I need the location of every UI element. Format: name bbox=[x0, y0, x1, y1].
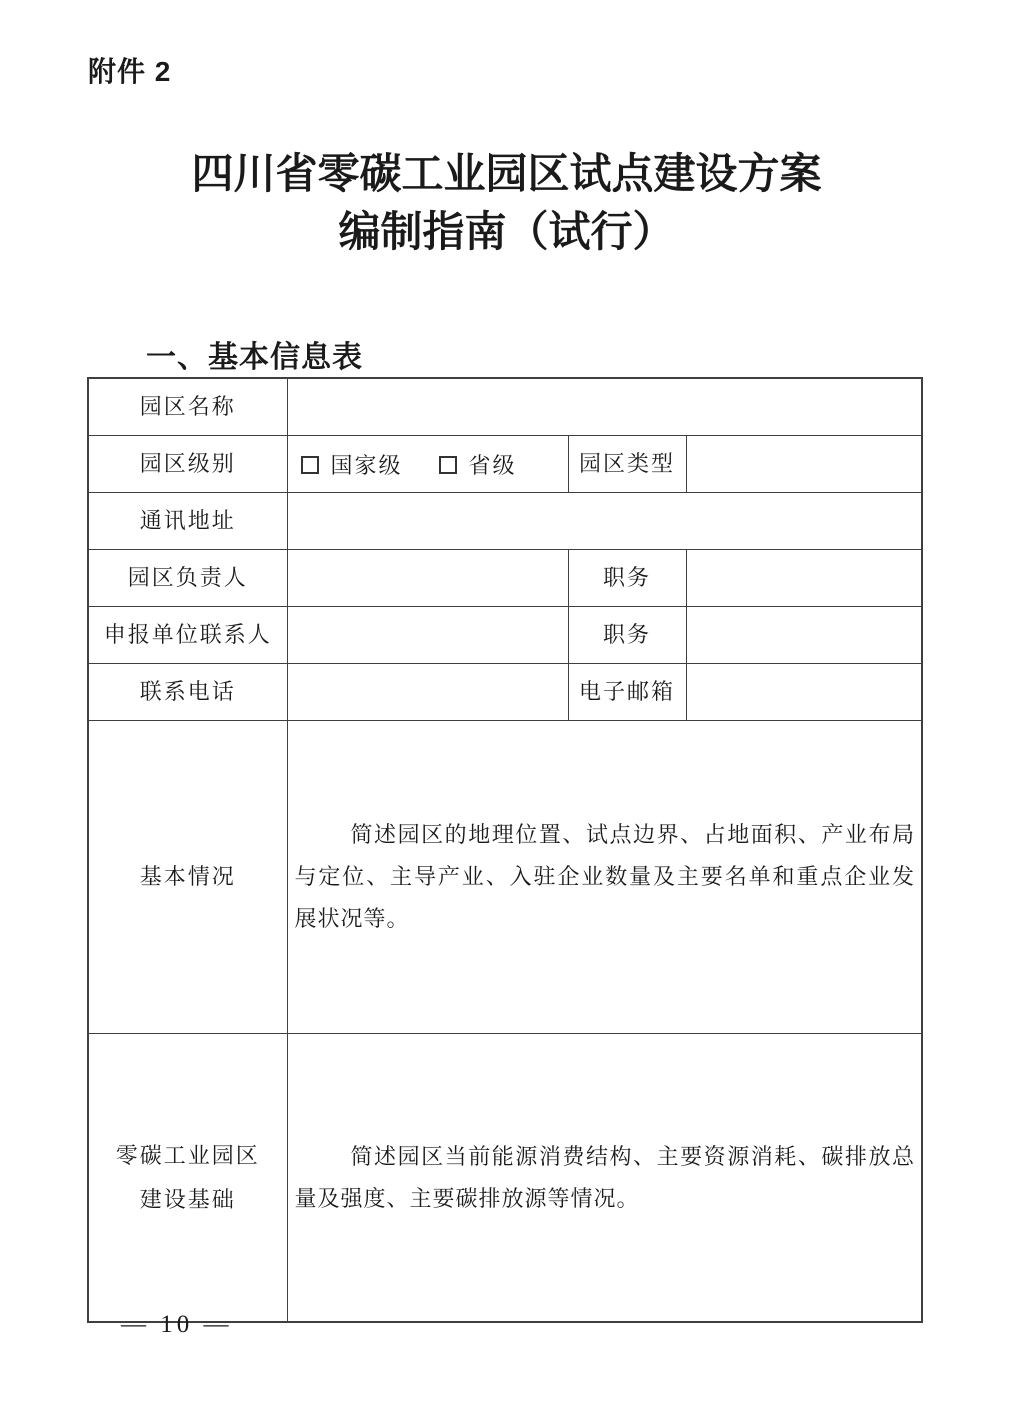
contact-phone-field bbox=[287, 664, 568, 721]
construction-foundation-cell bbox=[287, 1034, 922, 1323]
document-title bbox=[0, 146, 1013, 262]
basic-situation-description: 简述园区的地理位置、试点边界、占地面积、产业布局与定位、主导产业、入驻企业数量及主要名单和重点企业发展状况等。 bbox=[294, 822, 916, 931]
applicant-contact-label: 申报单位联系人 bbox=[88, 607, 287, 664]
park-level-options bbox=[287, 436, 568, 493]
title-line-1: 四川省零碳工业园区试点建设方案 bbox=[191, 152, 822, 198]
contact-phone-label: 联系电话 bbox=[88, 664, 287, 721]
table-row-construction-foundation bbox=[88, 1034, 922, 1323]
basic-situation-label: 基本情况 bbox=[88, 721, 287, 1034]
national-level-option bbox=[301, 449, 403, 480]
table-row-basic-situation bbox=[88, 721, 922, 1034]
mailing-address-field bbox=[287, 493, 922, 550]
table-row-park-level bbox=[88, 436, 922, 493]
basic-info-table bbox=[87, 377, 923, 1323]
construction-foundation-label-line-1: 零碳工业园区 bbox=[115, 1142, 260, 1168]
national-level-option-label: 国家级 bbox=[330, 452, 403, 478]
table-row-contact-phone bbox=[88, 664, 922, 721]
construction-foundation-label bbox=[88, 1034, 287, 1323]
mailing-address-label: 通讯地址 bbox=[88, 493, 287, 550]
park-head-position-label: 职务 bbox=[568, 550, 686, 607]
construction-foundation-label-line-2: 建设基础 bbox=[139, 1186, 236, 1212]
park-type-label: 园区类型 bbox=[568, 436, 686, 493]
provincial-level-option bbox=[439, 449, 517, 480]
park-head-field bbox=[287, 550, 568, 607]
park-level-label: 园区级别 bbox=[88, 436, 287, 493]
provincial-level-checkbox[interactable] bbox=[439, 456, 457, 474]
applicant-contact-position-label: 职务 bbox=[568, 607, 686, 664]
attachment-label: 附件 2 bbox=[88, 56, 172, 87]
section-heading: 一、基本信息表 bbox=[146, 341, 363, 374]
construction-foundation-description: 简述园区当前能源消费结构、主要资源消耗、碳排放总量及强度、主要碳排放源等情况。 bbox=[294, 1143, 916, 1211]
email-field bbox=[686, 664, 922, 721]
title-line-2: 编制指南（试行） bbox=[338, 210, 675, 256]
applicant-contact-position-field bbox=[686, 607, 922, 664]
table-row-park-name bbox=[88, 378, 922, 436]
page-number: — 10 — bbox=[121, 1311, 233, 1338]
email-label: 电子邮箱 bbox=[568, 664, 686, 721]
park-head-label: 园区负责人 bbox=[88, 550, 287, 607]
basic-situation-cell bbox=[287, 721, 922, 1034]
provincial-level-option-label: 省级 bbox=[468, 452, 517, 478]
table-row-mailing-address bbox=[88, 493, 922, 550]
applicant-contact-field bbox=[287, 607, 568, 664]
park-head-position-field bbox=[686, 550, 922, 607]
table-row-applicant-contact bbox=[88, 607, 922, 664]
park-name-field bbox=[287, 378, 922, 436]
park-type-field bbox=[686, 436, 922, 493]
table-row-park-head bbox=[88, 550, 922, 607]
park-name-label: 园区名称 bbox=[88, 378, 287, 436]
national-level-checkbox[interactable] bbox=[301, 456, 319, 474]
